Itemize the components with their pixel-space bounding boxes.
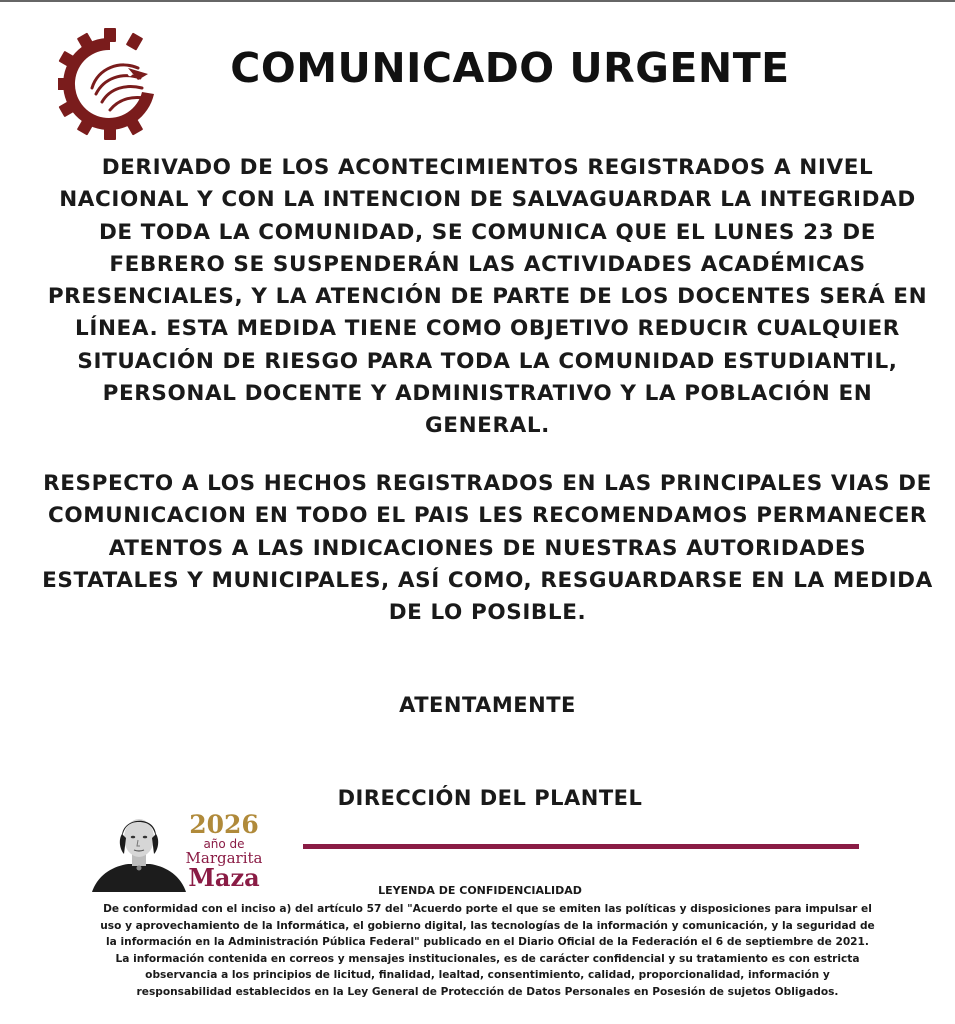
text-line: ESTATALES Y MUNICIPALES, ASÍ COMO, RESGUARDARSE EN LA MEDIDA	[42, 567, 933, 593]
margarita-maza-portrait-icon	[92, 804, 186, 892]
text-line: PERSONAL DOCENTE Y ADMINISTRATIVO Y LA POBLACIÓN EN	[102, 381, 873, 407]
legend-line: De conformidad con el inciso a) del artículo 57 del "Acuerdo porte el que se emiten las políticas y disposiciones para impulsar el	[103, 903, 872, 915]
document-title: COMUNICADO URGENTE	[230, 44, 790, 92]
text-line: PRESENCIALES, Y LA ATENCIÓN DE PARTE DE LOS DOCENTES SERÁ EN	[47, 284, 928, 310]
signature-line	[303, 844, 859, 849]
text-line: FEBRERO SE SUSPENDERÁN LAS ACTIVIDADES ACADÉMICAS	[109, 251, 866, 277]
text-line: RESPECTO A LOS HECHOS REGISTRADOS EN LAS PRINCIPALES VIAS DE	[43, 471, 932, 496]
notice-paragraph-2	[40, 468, 935, 629]
text-line: DE TODA LA COMUNIDAD, SE COMUNICA QUE EL LUNES 23 DE	[98, 219, 877, 245]
confidentiality-heading: LEYENDA DE CONFIDENCIALIDAD	[378, 884, 582, 897]
year-badge	[182, 812, 266, 890]
legend-line: responsabilidad establecidos en la Ley General de Protección de Datos Personales en Posesión de sujetos Obligados.	[136, 985, 839, 998]
legend-line: observancia a los principios de licitud, finalidad, lealtad, consentimiento, calidad, proporcionalidad, información y	[145, 969, 830, 982]
text-line: LÍNEA. ESTA MEDIDA TIENE COMO OBJETIVO REDUCIR CUALQUIER	[75, 316, 900, 342]
closing-salutation: ATENTAMENTE	[399, 693, 576, 717]
text-line: NACIONAL Y CON LA INTENCION DE SALVAGUARDAR LA INTEGRIDAD	[59, 187, 916, 213]
legend-line: La información contenida en correos y mensajes institucionales, es de carácter confidencial y su tratamiento es con estricta	[115, 952, 860, 965]
top-border	[0, 0, 955, 2]
text-line: ATENTOS A LAS INDICACIONES DE NUESTRAS AUTORIDADES	[108, 535, 867, 561]
notice-paragraph-1	[40, 152, 935, 443]
legend-line: la información en la Administración Pública Federal" publicado en el Diario Oficial de la Federación el 6 de septiembre de 2021.	[106, 936, 869, 949]
year-badge-year: 2026	[189, 810, 259, 839]
year-badge-subtitle: año de	[203, 837, 245, 851]
text-line: SITUACIÓN DE RIESGO PARA TODA LA COMUNIDAD ESTUDIANTIL,	[77, 348, 898, 374]
gear-eagle-logo-icon	[58, 28, 162, 140]
legend-line: uso y aprovechamiento de la Informática, el gobierno digital, las tecnologías de la información y comunicación, y la seguridad de	[100, 919, 875, 932]
text-line: GENERAL.	[425, 413, 550, 439]
confidentiality-text	[40, 901, 935, 1001]
signature-name: DIRECCIÓN DEL PLANTEL	[337, 786, 643, 810]
year-badge-name-last: Maza	[188, 863, 260, 892]
text-line: DE LO POSIBLE.	[388, 600, 587, 626]
text-line: COMUNICACION EN TODO EL PAIS LES RECOMENDAMOS PERMANECER	[47, 503, 928, 529]
text-line: DERIVADO DE LOS ACONTECIMIENTOS REGISTRADOS A NIVEL	[101, 155, 874, 180]
year-badge-name-first: Margarita	[185, 849, 263, 867]
